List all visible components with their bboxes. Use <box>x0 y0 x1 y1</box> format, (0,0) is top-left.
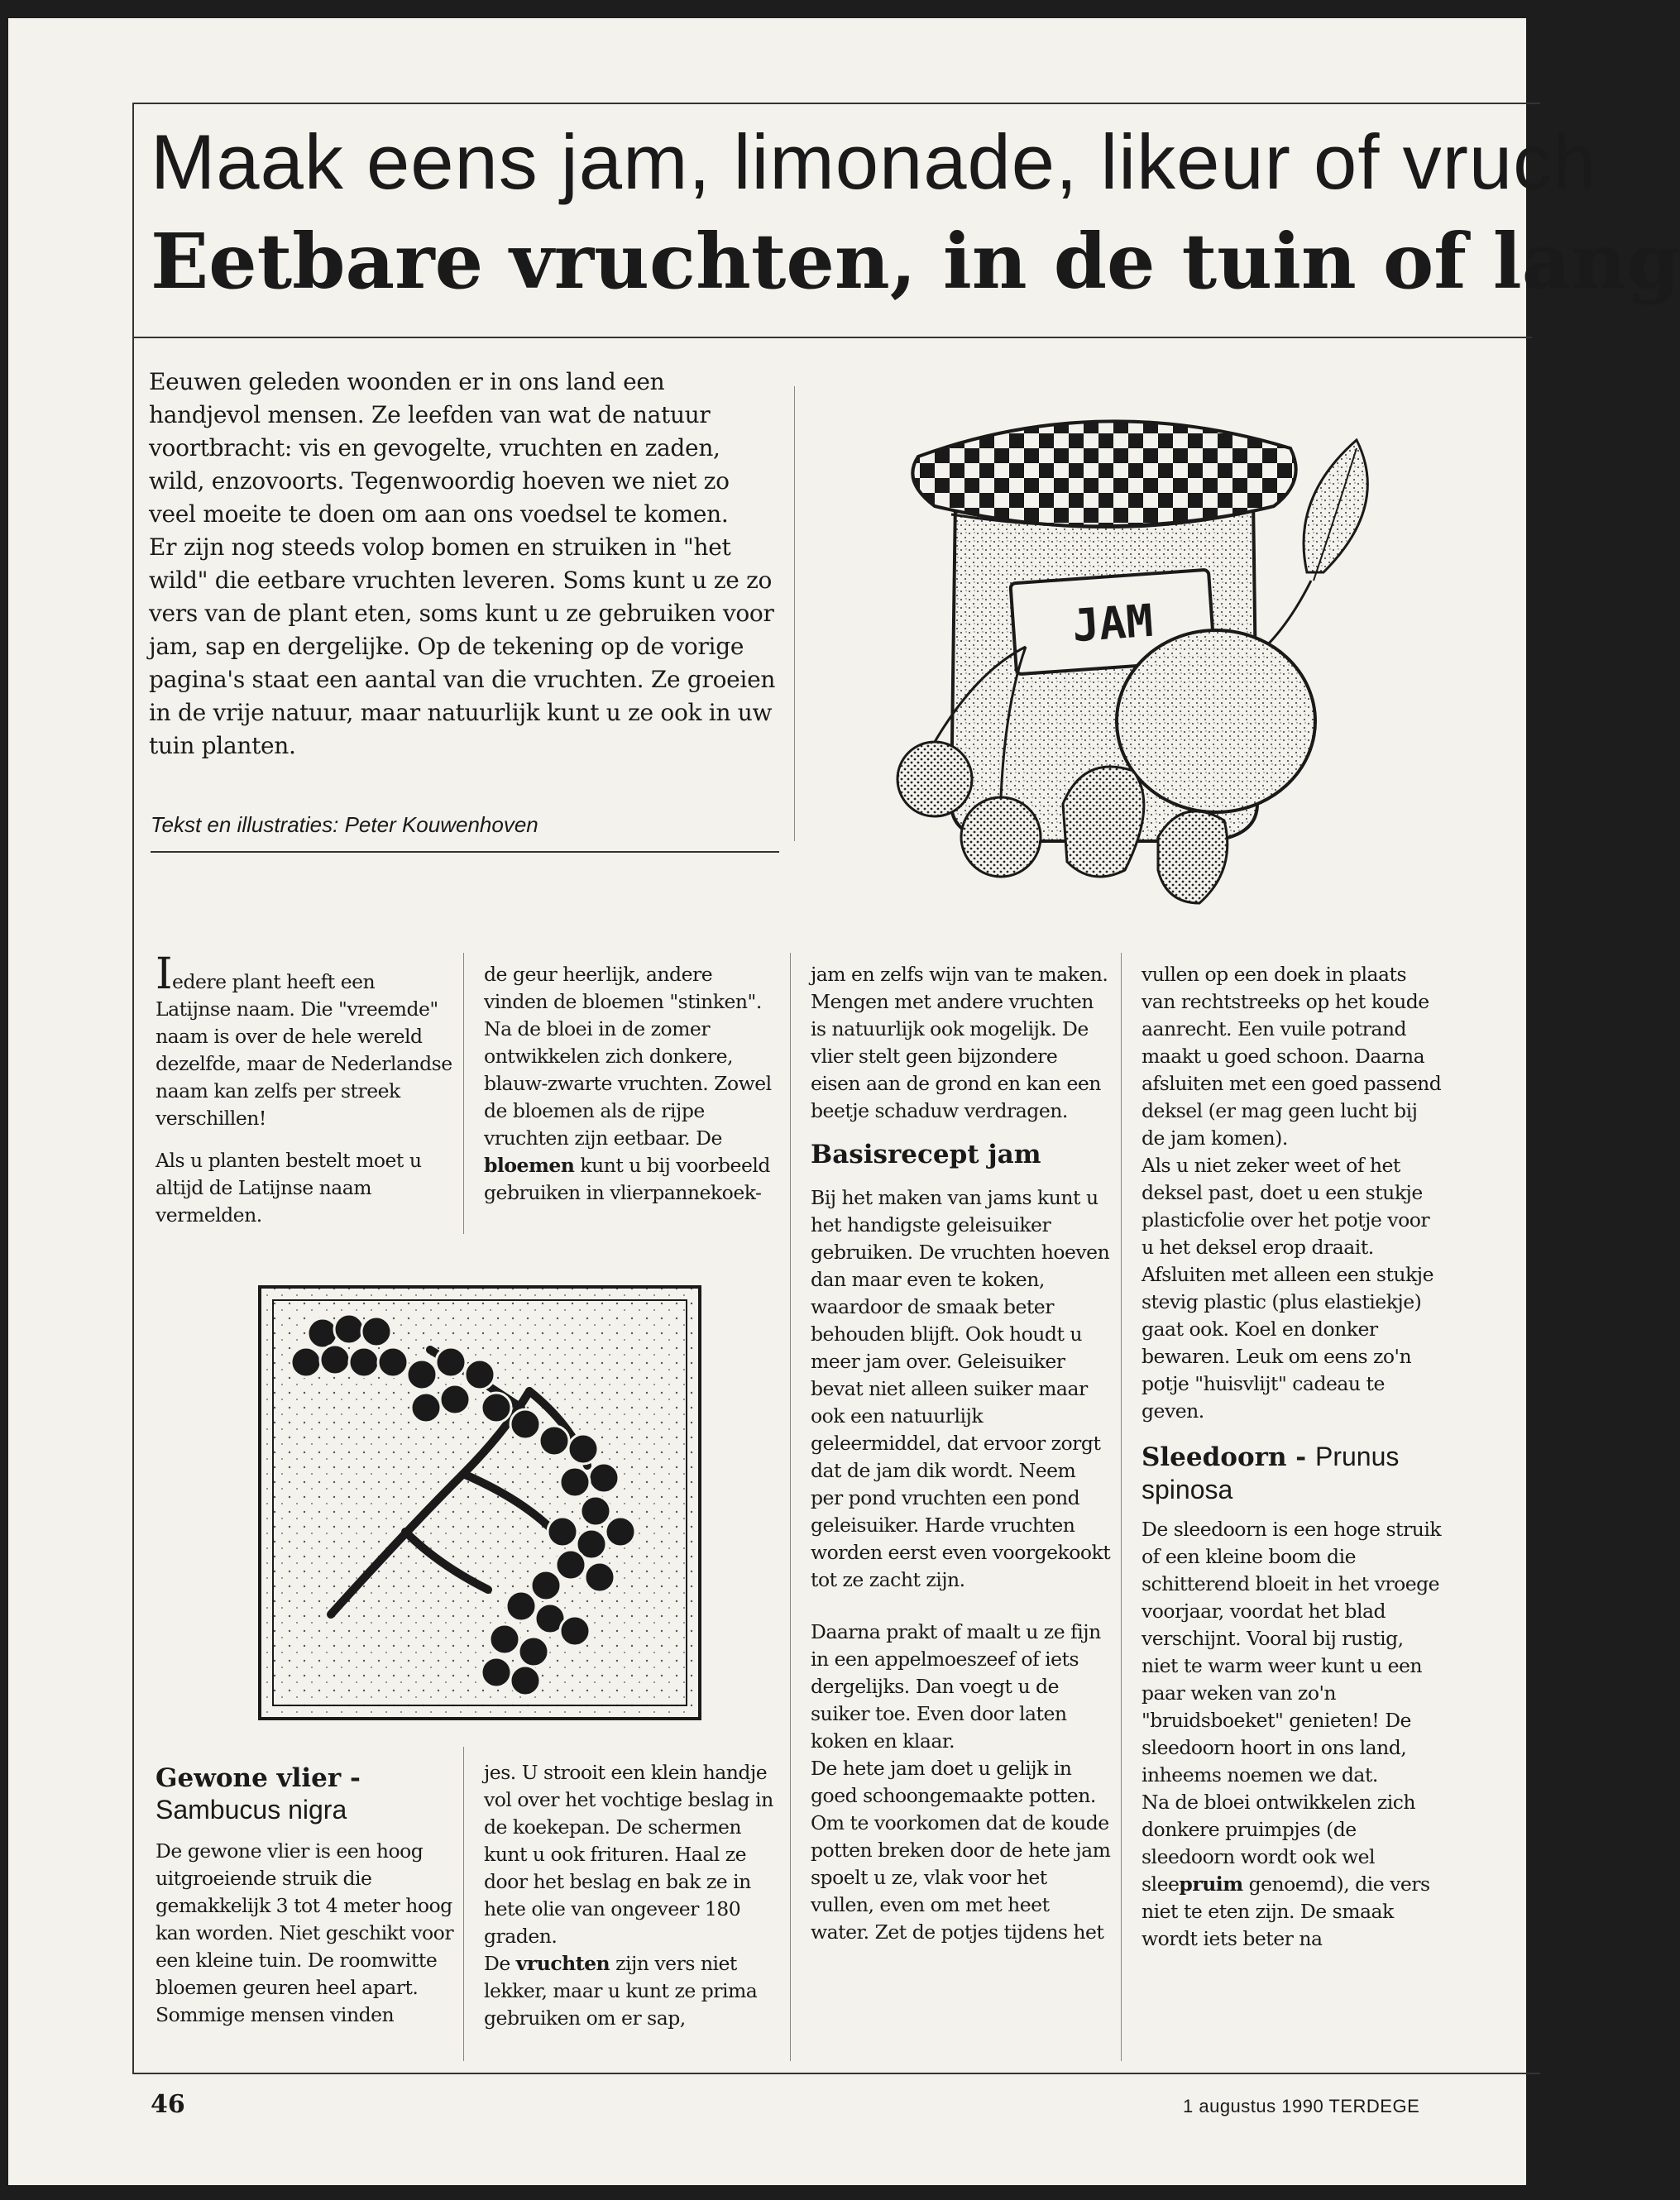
col2-text-a: de geur heerlijk, andere vinden de bloemen "stinken". Na de bloei in de zomer ontwikkelen zich donkere, blauw-zwarte vruchten. Zowel de bloemen als de rijpe vruchten zijn eetbaar. De <box>484 963 772 1150</box>
intro-text <box>149 366 778 763</box>
vlier-latin-name: Sambucus nigra <box>156 1795 347 1825</box>
issue-date: 1 augustus 1990 TERDEGE <box>1183 2096 1420 2116</box>
col2-paragraph-1 <box>484 961 782 1207</box>
vlier-bold-vruchten: vruchten <box>515 1952 610 1975</box>
headline-line-2: Eetbare vruchten, in de tuin of lang <box>151 217 1680 306</box>
col1-paragraph-2: Als u planten bestelt moet u altijd de Latijnse naam vermelden. <box>156 1149 422 1227</box>
column-2-top <box>484 961 782 1207</box>
jam-jar-illustration <box>860 374 1439 936</box>
column-2-bottom <box>484 1759 782 2032</box>
elderberry-illustration <box>256 1284 703 1722</box>
col4-paragraph-3: De sleedoorn is een hoge struik of een kleine boom die schitterend bloeit in het vroege voorjaar, voordat het blad verschijnt. Vooral bij rustig, niet te warm weer kunt u een paar weken van zo'n "bruidsboeket" genieten! De sleedoorn hoort in ons land, inheems noemen we dat. <box>1142 1518 1442 1786</box>
col4-paragraph-4 <box>1142 1789 1443 1953</box>
col-divider-2 <box>790 953 791 2061</box>
vlier-paragraph-2: jes. U strooit een klein handje vol over het vochtige beslag in de koekepan. De schermen kunt u ook frituren. Haal ze door het beslag en bak ze in hete olie van ongeveer 180 graden. <box>484 1761 773 1948</box>
col3-paragraph-4: De hete jam doet u gelijk in goed schoongemaakte potten. Om te voorkomen dat de koude potten breken door de hete jam spoelt u ze, vlak voor het vullen, even om met heet water. Zet de potjes tijdens het <box>811 1757 1111 1944</box>
column-1 <box>156 949 455 1244</box>
intro-divider <box>794 386 795 841</box>
col3-paragraph-2: Bij het maken van jams kunt u het handigste geleisuiker gebruiken. De vruchten hoeven dan maar even te koken, waardoor de smaak beter behouden blijft. Ook houdt u meer jam over. Geleisuiker bevat niet alleen suiker maar ook een natuurlijk geleermiddel, dat ervoor zorgt dat de jam dik wordt. Neem per pond vruchten een pond geleisuiker. Harde vruchten worden eerst even voorgekookt tot ze zacht zijn. <box>811 1186 1111 1591</box>
col4-paragraph-2: Als u niet zeker weet of het deksel past, doet u een stukje plasticfolie over het potje voor u het deksel erop draait. Afsluiten met alleen een stukje stevig plastic (plus elastiekje) gaat ook. Koel en donker bewaren. Leuk om eens zo'n potje "huisvlijt" cadeau te geven. <box>1142 1154 1434 1423</box>
col2-text-b: kunt u bij voorbeeld gebruiken in vlierpannekoek- <box>484 1154 770 1204</box>
headline-line-1: Maak eens jam, limonade, likeur of vruch <box>151 118 1597 205</box>
page-number: 46 <box>151 2090 185 2119</box>
column-4 <box>1142 961 1443 1953</box>
col2-bold-bloemen: bloemen <box>484 1154 575 1177</box>
col3-paragraph-1: jam en zelfs wijn van te maken. Mengen met andere vruchten is natuurlijk ook mogelijk. De vlier stelt geen bijzondere eisen aan de grond en kan een beetje schaduw verdragen. <box>811 963 1108 1122</box>
col1-paragraph-1-text: edere plant heeft een Latijnse naam. Die "vreemde" naam is over de hele wereld dezelfde, maar de Nederlandse naam kan zelfs per streek verschillen! <box>156 970 452 1130</box>
vlier-heading-text: Gewone vlier - <box>156 1763 361 1793</box>
credit-rule <box>151 851 779 853</box>
col3-paragraph-3: Daarna prakt of maalt u ze fijn in een appelmoeszeef of iets dergelijks. Dan voegt u de suiker toe. Even door laten koken en klaar. <box>811 1620 1101 1753</box>
col-divider-1 <box>463 953 464 1234</box>
col4-p4-text-b: genoemd), die vers niet te eten zijn. De smaak wordt iets beter na <box>1142 1872 1430 1950</box>
col4-paragraph-1: vullen op een doek in plaats van rechtstreeks op het koude aanrecht. Een vuile potrand maakt u goed schoon. Daarna afsluiten met een goed passend deksel (er mag geen lucht bij de jam komen). <box>1142 963 1442 1150</box>
vlier-paragraph-3 <box>484 1950 782 2032</box>
vlier-column <box>156 1763 455 2029</box>
vlier-heading <box>156 1763 455 1826</box>
vlier-p3-text-b: zijn vers niet lekker, maar u kunt ze prima gebruiken om er sap, <box>484 1952 758 2030</box>
intro-paragraph-2: Er zijn nog steeds volop bomen en struiken in "het wild" die eetbare vruchten leveren. Soms kunt u ze zo vers van de plant eten, soms kunt u ze gebruiken voor jam, sap en dergelijke. Op de tekening op de vorige pagina's staat een aantal van die vruchten. Ze groeien in de vrije natuur, maar natuurlijk kunt u ze ook in uw tuin planten. <box>149 533 776 759</box>
col4-bold-pruim: pruim <box>1179 1872 1243 1896</box>
col4-p4-text-a: Na de bloei ontwikkelen zich donkere pruimpjes (de sleedoorn wordt ook wel slee <box>1142 1791 1416 1896</box>
jam-label-text: JAM <box>1070 594 1155 653</box>
magazine-page <box>8 18 1680 2185</box>
vlier-paragraph-1: De gewone vlier is een hoog uitgroeiende struik die gemakkelijk 3 tot 4 meter hoog kan worden. Niet geschikt voor een kleine tuin. De roomwitte bloemen geuren heel apart. Sommige mensen vinden <box>156 1839 454 2026</box>
col-divider-1b <box>463 1747 464 2061</box>
sleedoorn-heading-text: Sleedoorn - <box>1142 1442 1307 1472</box>
intro-paragraph-1: Eeuwen geleden woonden er in ons land een handjevol mensen. Ze leefden van wat de natuur voortbracht: vis en gevogelte, vruchten en zaden, wild, enzovoorts. Tegenwoordig hoeven we niet zo veel moeite te doen om aan ons voedsel te komen. <box>149 368 730 528</box>
headline-rule <box>134 337 1532 338</box>
drop-cap: I <box>156 949 173 999</box>
basisrecept-heading: Basisrecept jam <box>811 1140 1041 1169</box>
col1-paragraph-1 <box>156 949 455 1132</box>
column-3 <box>811 961 1113 1946</box>
credit-line: Tekst en illustraties: Peter Kouwenhoven <box>151 812 538 837</box>
vlier-p3-text-a: De <box>484 1952 516 1975</box>
col-divider-3 <box>1121 953 1122 2061</box>
sleedoorn-heading <box>1142 1440 1443 1506</box>
sleedoorn-latin-name: Prunus spinosa <box>1142 1442 1400 1504</box>
